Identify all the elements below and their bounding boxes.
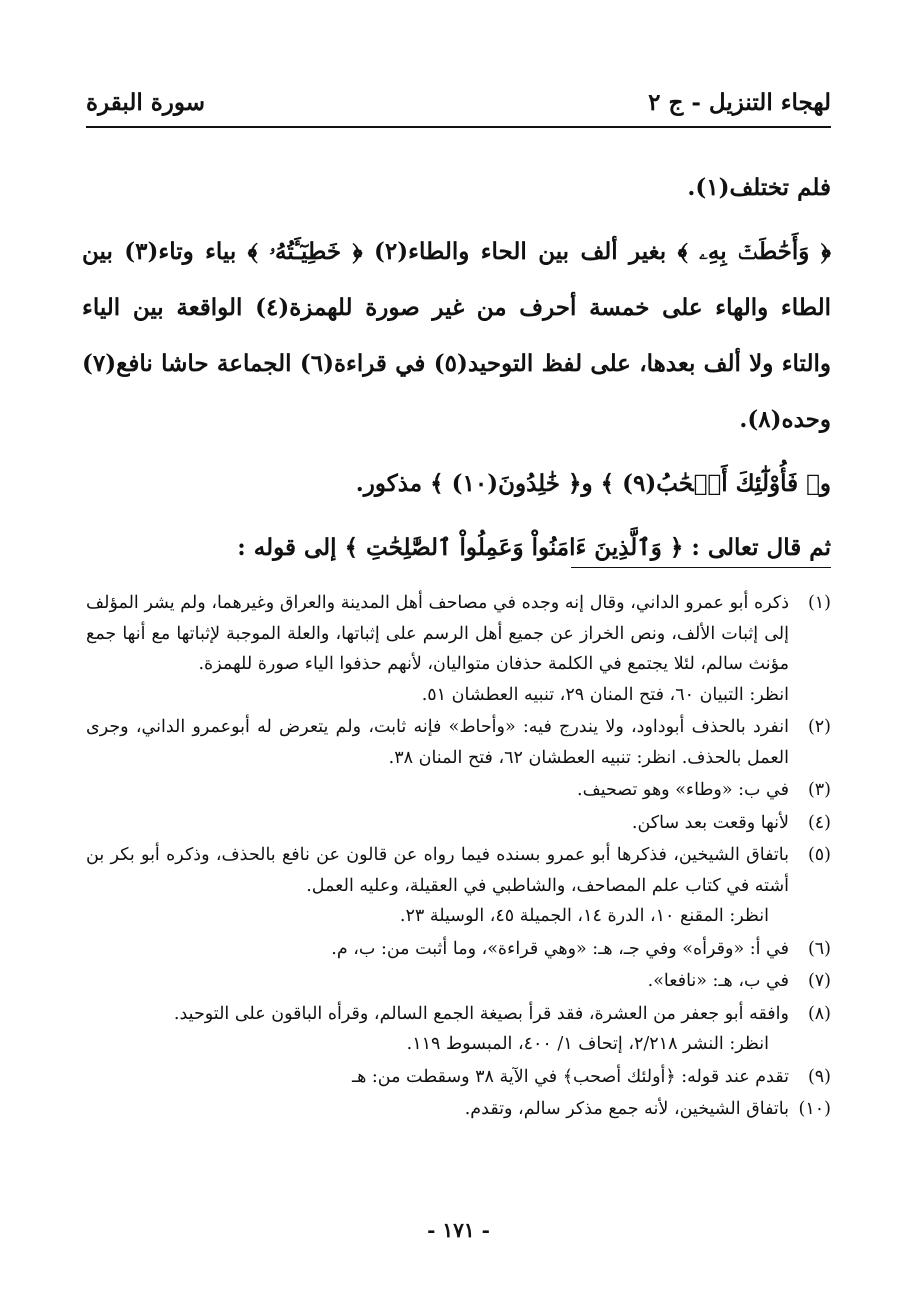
footnote-text: باتفاق الشيخين، فذكرها أبو عمرو بسنده فيما رواه عن قالون عن نافع بالحذف، وذكره أبو بكر بن أشته في كتاب علم المصاحف، والشاطبي في العقيلة، وعليه العمل. [86, 845, 789, 896]
footnote-text: في أ: «وقرأه» وفي جـ، هـ: «وهي قراءة»، وما أثبت من: ب، م. [331, 938, 789, 959]
footnote-number: (٦) [807, 938, 831, 959]
footnote-separator [571, 567, 831, 568]
footnote-number: (٣) [807, 780, 831, 800]
footnote [86, 808, 831, 839]
book-title: لهجاء التنزيل - ج ٢ [648, 88, 831, 116]
footnote [86, 775, 831, 806]
footnote-number: (١٠) [798, 1099, 831, 1119]
footnote-text: وافقه أبو جعفر من العشرة، فقد قرأ بصيغة الجمع السالم، وقرأه الباقون على التوحيد. [173, 1003, 789, 1024]
footnote [86, 999, 831, 1060]
footnote-text: ذكره أبو عمرو الداني، وقال إنه وجده في مصاحف أهل المدينة والعراق وغيرهما، ولم يشر المؤلف إلى إثبات الألف، ونص الخراز عن جميع أهل الرسم على إثباتها، والعلة الموجبة لإثباتها مع أنها جمع مؤنث سالم، لئلا يجتمع في الكلمة حذفان متواليان، لأنهم حذفوا الياء صورة للهمزة. [86, 593, 789, 674]
paragraph-1: فلم تختلف(١). [687, 174, 831, 201]
footnote [86, 966, 831, 997]
footnote [86, 712, 831, 773]
footnote-number: (٥) [807, 845, 831, 865]
footnote-text: باتفاق الشيخين، لأنه جمع مذكر سالم، وتقدم. [464, 1099, 789, 1119]
footnote-number: (١) [807, 593, 831, 613]
footnote-number: (٧) [807, 971, 831, 991]
footnote-number: (٨) [807, 1003, 831, 1024]
page-number: - ١٧١ - [427, 1218, 490, 1242]
footnote-number: (٩) [807, 1066, 831, 1087]
footnote [86, 934, 831, 965]
footnote-text: تقدم عند قوله: ﴿أولئك أصحب﴾ في الآية ٣٨ وسقطت من: هـ [351, 1066, 789, 1087]
main-text [82, 160, 831, 584]
paragraph-2: ﴿ وَأَحَٰطَتۡ بِهِۦ ﴾ بغير ألف بين الحاء والطاء(٢) ﴿ خَطِيٓـَٔتُهُۥ ﴾ بياء وتاء(٣) بين الطاء والهاء على خمسة أحرف من غير صورة للهمزة(٤) الواقعة بين الياء والتاء ولا ألف بعدها، على لفظ التوحيد(٥) في قراءة(٦) الجماعة حاشا نافع(٧) وحده(٨). [82, 238, 831, 433]
footnotes [86, 588, 831, 1127]
paragraph-4: ثم قال تعالى : ﴿ وَٱلَّذِينَ ءَامَنُواْ وَعَمِلُواْ ٱلصَّٰلِحَٰتِ ﴾ إلى قوله : [237, 534, 831, 561]
footnote-number: (٢) [807, 717, 831, 737]
footnote-reference: انظر: النشر ٢/٢١٨، إتحاف ١/ ٤٠٠، المبسوط ١١٩. [406, 1034, 769, 1054]
surah-title: سورة البقرة [86, 88, 206, 116]
footnote [86, 1094, 831, 1125]
footnote-text: في ب، هـ: «نافعا». [647, 971, 789, 991]
footnote-reference: انظر: التبيان ٦٠، فتح المنان ٢٩، تنبيه العطشان ٥١. [421, 684, 789, 705]
footnote-text: لأنها وقعت بعد ساكن. [631, 812, 789, 833]
footnote [86, 840, 831, 932]
footnote-number: (٤) [807, 812, 831, 833]
running-header [86, 78, 831, 128]
footnote-text: في ب: «وطاء» وهو تصحيف. [577, 780, 789, 800]
paragraph-3: و﴿ فَأُوْلَٰٓئِكَ أَصۡحَٰبُ(٩) ﴾ و﴿ خَٰلِدُونَ(١٠) ﴾ مذكور. [355, 470, 831, 497]
footnote-reference: انظر: المقنع ١٠، الدرة ١٤، الجميلة ٤٥، الوسيلة ٢٣. [399, 906, 769, 926]
footnote-text: انفرد بالحذف أبوداود، ولا يندرج فيه: «وأحاط» فإنه ثابت، ولم يتعرض له أبوعمرو الداني، وجرى العمل بالحذف. انظر: تنبيه العطشان ٦٢، فتح المنان ٣٨. [86, 717, 789, 768]
footnote [86, 588, 831, 710]
footnote [86, 1062, 831, 1093]
